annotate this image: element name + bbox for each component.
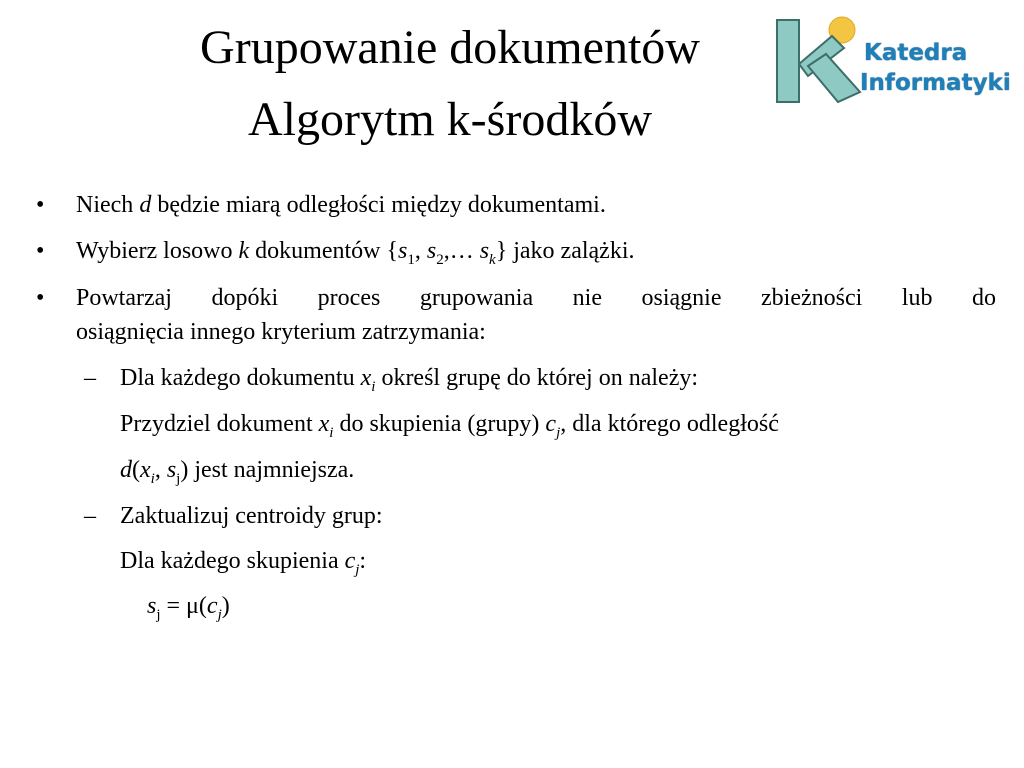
text-run: ,… bbox=[443, 238, 480, 264]
text-run: Dla każdego skupienia bbox=[120, 548, 345, 574]
logo-text-katedra: Katedra bbox=[864, 40, 968, 66]
text-run: , bbox=[414, 238, 427, 264]
subscript: j bbox=[156, 607, 161, 623]
text-run: , dla którego odległość bbox=[560, 411, 779, 437]
variable-s: s bbox=[166, 457, 177, 483]
variable-d: d bbox=[120, 457, 132, 483]
subscript: 2 bbox=[436, 252, 444, 268]
dash-marker: – bbox=[84, 365, 96, 391]
variable-s: s bbox=[426, 238, 437, 264]
variable-c: c bbox=[206, 593, 218, 619]
variable-k: k bbox=[238, 238, 250, 264]
subscript: i bbox=[371, 379, 376, 395]
variable-x: x bbox=[318, 411, 330, 437]
sub-item-1-line-b bbox=[120, 455, 354, 485]
variable-c: c bbox=[545, 411, 557, 437]
subscript: j bbox=[176, 471, 181, 487]
text-run: ( bbox=[132, 457, 140, 483]
bullet-marker: • bbox=[36, 285, 45, 311]
text-run: = μ( bbox=[160, 593, 207, 619]
text-run: : bbox=[359, 548, 367, 574]
text-run: będzie miarą odległości między dokumentami. bbox=[151, 192, 606, 218]
subscript: i bbox=[150, 471, 155, 487]
dash-marker: – bbox=[84, 503, 96, 529]
variable-x: x bbox=[360, 365, 372, 391]
subscript: i bbox=[329, 425, 334, 441]
variable-d: d bbox=[139, 192, 152, 218]
sub-item-text bbox=[120, 363, 698, 393]
bullet-text bbox=[76, 190, 606, 220]
text-run: do skupienia (grupy) bbox=[333, 411, 546, 437]
centroid-formula bbox=[147, 591, 230, 621]
text-run: Niech bbox=[76, 192, 140, 218]
text-run: ) jest najmniejsza. bbox=[180, 457, 355, 483]
variable-x: x bbox=[140, 457, 151, 483]
bullet-marker: • bbox=[36, 192, 45, 218]
sub-item-2-line-a bbox=[120, 546, 366, 576]
text-run: } jako zalążki. bbox=[495, 238, 635, 264]
variable-s: s bbox=[398, 238, 408, 264]
text-run: , bbox=[154, 457, 167, 483]
text-run: Dla każdego dokumentu bbox=[120, 365, 361, 391]
sub-item-1-line-a bbox=[120, 409, 779, 439]
text-run: ) bbox=[221, 593, 230, 619]
slide-title-line-1: Grupowanie dokumentów bbox=[200, 21, 700, 74]
subscript: j bbox=[355, 562, 360, 578]
bullet-text-line-2: osiągnięcia innego kryterium zatrzymania: bbox=[76, 319, 486, 345]
bullet-text bbox=[76, 236, 635, 266]
subscript: j bbox=[217, 607, 222, 623]
text-run: Przydziel dokument bbox=[120, 411, 319, 437]
subscript: j bbox=[556, 425, 561, 441]
slide-title-line-2: Algorytm k-środków bbox=[248, 93, 652, 146]
bullet-item-3-continuation bbox=[76, 317, 486, 347]
variable-s: s bbox=[479, 238, 490, 264]
sub-item-text: Zaktualizuj centroidy grup: bbox=[120, 503, 383, 529]
bullet-text-line-1: Powtarzaj dopóki proces grupowania nie osiągnie zbieżności lub do bbox=[76, 285, 996, 311]
text-run: dokumentów { bbox=[249, 238, 399, 264]
subscript: 1 bbox=[407, 252, 415, 268]
variable-s: s bbox=[147, 593, 157, 619]
text-run: Wybierz losowo bbox=[76, 238, 239, 264]
subscript: k bbox=[489, 252, 496, 268]
logo-text-informatyki: Informatyki bbox=[860, 70, 1011, 96]
text-run: określ grupę do której on należy: bbox=[375, 365, 699, 391]
variable-c: c bbox=[344, 548, 356, 574]
bullet-marker: • bbox=[36, 238, 45, 264]
